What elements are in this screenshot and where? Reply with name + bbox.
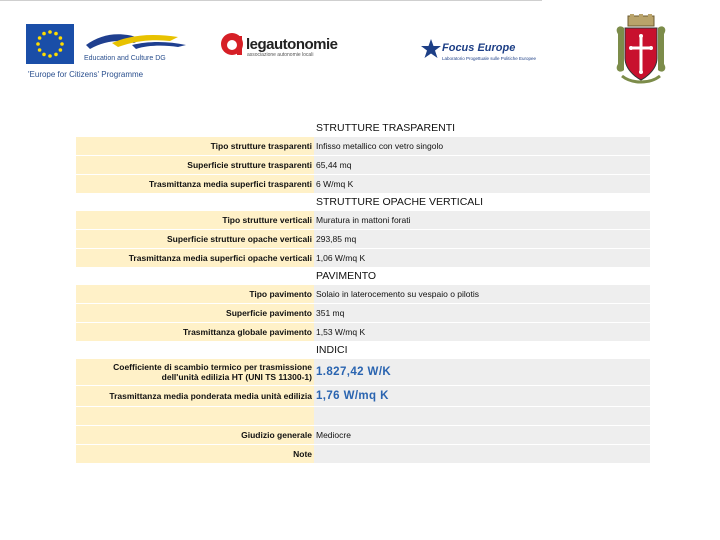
coefficient-value: 1.827,42 W/K xyxy=(314,359,650,385)
table-row xyxy=(76,285,650,304)
row-value: Solaio in laterocemento su vespaio o pilotis xyxy=(314,285,650,303)
row-value: 1,06 W/mq K xyxy=(314,249,650,267)
table-row xyxy=(76,230,650,249)
note-value xyxy=(314,445,650,463)
legautonomie-logo xyxy=(220,28,360,64)
eu-flag-icon xyxy=(26,24,74,64)
table-row-note xyxy=(76,445,650,464)
spacer-label xyxy=(76,407,314,425)
row-value: 6 W/mq K xyxy=(314,175,650,193)
table-row xyxy=(76,137,650,156)
row-label: Trasmittanza globale pavimento xyxy=(76,323,314,341)
trasmittanza-value: 1,76 W/mq K xyxy=(314,386,650,406)
row-value: Infisso metallico con vetro singolo xyxy=(314,137,650,155)
row-label: Tipo strutture verticali xyxy=(76,211,314,229)
focus-europe-subtitle: Laboratorio Progettuale sulle Politiche Europee xyxy=(442,56,537,61)
row-label: Trasmittanza media superfici trasparenti xyxy=(76,175,314,193)
table-row xyxy=(76,304,650,323)
section-title-strutture-trasparenti: STRUTTURE TRASPARENTI xyxy=(316,122,456,134)
table-row xyxy=(76,249,650,268)
table-row xyxy=(76,323,650,342)
row-label: Note xyxy=(76,445,314,463)
row-label: Superficie strutture opache verticali xyxy=(76,230,314,248)
coefficient-label-line2: dell'unità edilizia HT (UNI TS 11300-1) xyxy=(161,372,312,382)
legautonomie-name: legautonomie xyxy=(246,36,338,53)
row-label: Tipo pavimento xyxy=(76,285,314,303)
focus-europe-name: Focus Europe xyxy=(442,42,516,54)
row-label: Superficie pavimento xyxy=(76,304,314,322)
legautonomie-subtitle: associazione autonomie locali xyxy=(247,52,314,58)
table-row xyxy=(76,156,650,175)
section-title-indici: INDICI xyxy=(316,344,348,356)
spacer-value xyxy=(314,407,650,425)
section-title-pavimento: PAVIMENTO xyxy=(316,270,377,282)
coefficient-label-line1: Coefficiente di scambio termico per trasmissione xyxy=(113,362,312,372)
giudizio-value: Mediocre xyxy=(314,426,650,444)
row-label: Trasmittanza media ponderata media unità edilizia xyxy=(76,386,314,406)
focus-star-icon xyxy=(420,38,442,60)
row-value: Muratura in mattoni forati xyxy=(314,211,650,229)
row-label: Superficie strutture trasparenti xyxy=(76,156,314,174)
row-label xyxy=(76,359,314,385)
row-value: 293,85 mq xyxy=(314,230,650,248)
table-row-spacer xyxy=(76,407,650,426)
city-crest-icon xyxy=(612,14,670,86)
table-row xyxy=(76,211,650,230)
row-value: 65,44 mq xyxy=(314,156,650,174)
row-label: Tipo strutture trasparenti xyxy=(76,137,314,155)
row-label: Giudizio generale xyxy=(76,426,314,444)
table-row-trasmittanza xyxy=(76,386,650,407)
table-row-giudizio xyxy=(76,426,650,445)
section-title-strutture-opache-verticali: STRUTTURE OPACHE VERTICALI xyxy=(316,196,484,208)
row-value: 1,53 W/mq K xyxy=(314,323,650,341)
table-row-coefficiente xyxy=(76,359,650,386)
eu-programme: 'Europe for Citizens' Programme xyxy=(28,70,144,79)
legautonomie-a-icon xyxy=(220,28,246,58)
row-label: Trasmittanza media superfici opache verticali xyxy=(76,249,314,267)
focus-europe-logo xyxy=(420,38,550,68)
row-value: 351 mq xyxy=(314,304,650,322)
eu-caption: Education and Culture DG xyxy=(84,55,166,62)
table-row xyxy=(76,175,650,194)
energy-data-sheet xyxy=(76,120,650,464)
logo-header xyxy=(0,0,720,100)
